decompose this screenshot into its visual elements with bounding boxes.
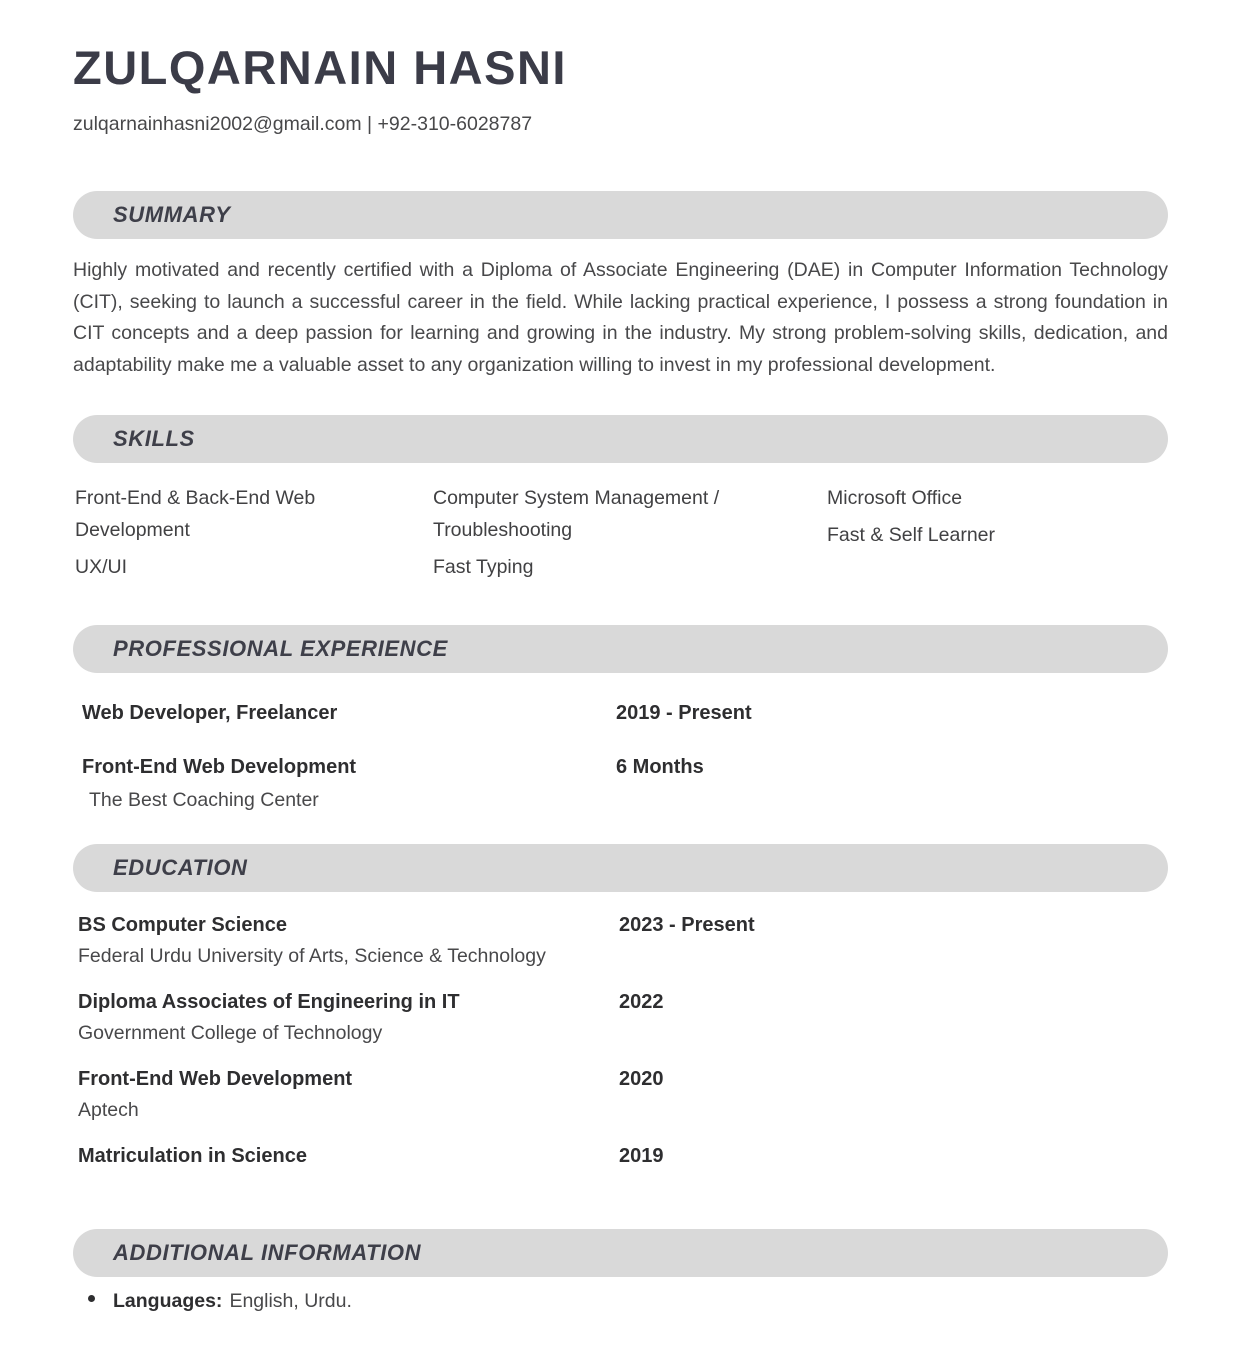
summary-paragraph: Highly motivated and recently certified with a Diploma of Associate Engineering (DAE) in Computer Information Technology (CIT), seeking to launch a successful career in the field. While lacking practical experience, I possess a strong foundation in CIT concepts and a deep passion for learning and growing in the industry. My strong problem-solving skills, dedication, and adaptability make me a valuable asset to any organization willing to invest in my professional development. <box>73 259 1168 376</box>
education-entry-row <box>78 1144 1168 1169</box>
education-date: 2019 <box>619 1145 664 1167</box>
education-entries <box>73 913 1168 1169</box>
email-text: zulqarnainhasni2002@gmail.com <box>73 113 362 135</box>
summary-title: SUMMARY <box>113 202 231 227</box>
phone-text: +92-310-6028787 <box>377 113 533 135</box>
skills-column-3 <box>827 482 1168 588</box>
education-degree: Diploma Associates of Engineering in IT <box>78 991 460 1013</box>
education-school: Aptech <box>78 1099 139 1121</box>
skill-item: Fast & Self Learner <box>827 524 995 546</box>
skill-item: Microsoft Office <box>827 487 963 509</box>
section-header-summary <box>73 191 1168 239</box>
skills-column-1 <box>75 482 433 588</box>
experience-entry-row <box>82 755 1168 780</box>
contact-separator: | <box>367 113 373 135</box>
experience-date: 6 Months <box>616 756 704 778</box>
experience-entries <box>73 701 1168 813</box>
candidate-name: ZULQARNAIN HASNI <box>73 41 567 94</box>
contact-info <box>73 112 1168 136</box>
education-entry <box>78 913 1168 969</box>
experience-organization: The Best Coaching Center <box>89 789 319 811</box>
experience-date: 2019 - Present <box>616 702 752 724</box>
education-entry-row <box>78 1067 1168 1092</box>
education-entry <box>78 990 1168 1046</box>
languages-value: English, Urdu. <box>229 1290 352 1312</box>
list-item <box>88 1289 1168 1314</box>
education-degree: Matriculation in Science <box>78 1145 307 1167</box>
section-header-additional-information <box>73 1229 1168 1277</box>
skill-item: UX/UI <box>75 556 128 578</box>
experience-role: Front-End Web Development <box>82 756 357 778</box>
experience-entry <box>82 701 1168 726</box>
skill-item: Fast Typing <box>433 556 534 578</box>
education-school: Federal Urdu University of Arts, Science & Technology <box>78 945 546 967</box>
education-entry <box>78 1067 1168 1123</box>
education-entry <box>78 1144 1168 1169</box>
section-header-education <box>73 844 1168 892</box>
additional-information-list <box>73 1289 1168 1314</box>
education-degree: BS Computer Science <box>78 914 287 936</box>
education-entry-row <box>78 990 1168 1015</box>
experience-entry-row <box>82 701 1168 726</box>
skill-item: Front-End & Back-End Web Development <box>75 487 316 541</box>
education-date: 2022 <box>619 991 664 1013</box>
education-degree: Front-End Web Development <box>78 1068 353 1090</box>
education-date: 2020 <box>619 1068 664 1090</box>
bullet-icon <box>88 1295 95 1302</box>
additional-information-title: ADDITIONAL INFORMATION <box>113 1240 422 1265</box>
section-header-skills <box>73 415 1168 463</box>
education-date: 2023 - Present <box>619 914 755 936</box>
education-entry-row <box>78 913 1168 938</box>
section-header-experience <box>73 625 1168 673</box>
languages-label: Languages: <box>113 1290 223 1312</box>
experience-entry <box>82 755 1168 813</box>
experience-title: PROFESSIONAL EXPERIENCE <box>113 636 448 661</box>
education-school: Government College of Technology <box>78 1022 383 1044</box>
experience-role: Web Developer, Freelancer <box>82 702 338 724</box>
skills-column-2 <box>433 482 827 588</box>
skill-item: Computer System Management / Troubleshooting <box>433 487 720 541</box>
skills-title: SKILLS <box>113 426 195 451</box>
skills-grid <box>73 482 1168 588</box>
education-title: EDUCATION <box>113 855 248 880</box>
